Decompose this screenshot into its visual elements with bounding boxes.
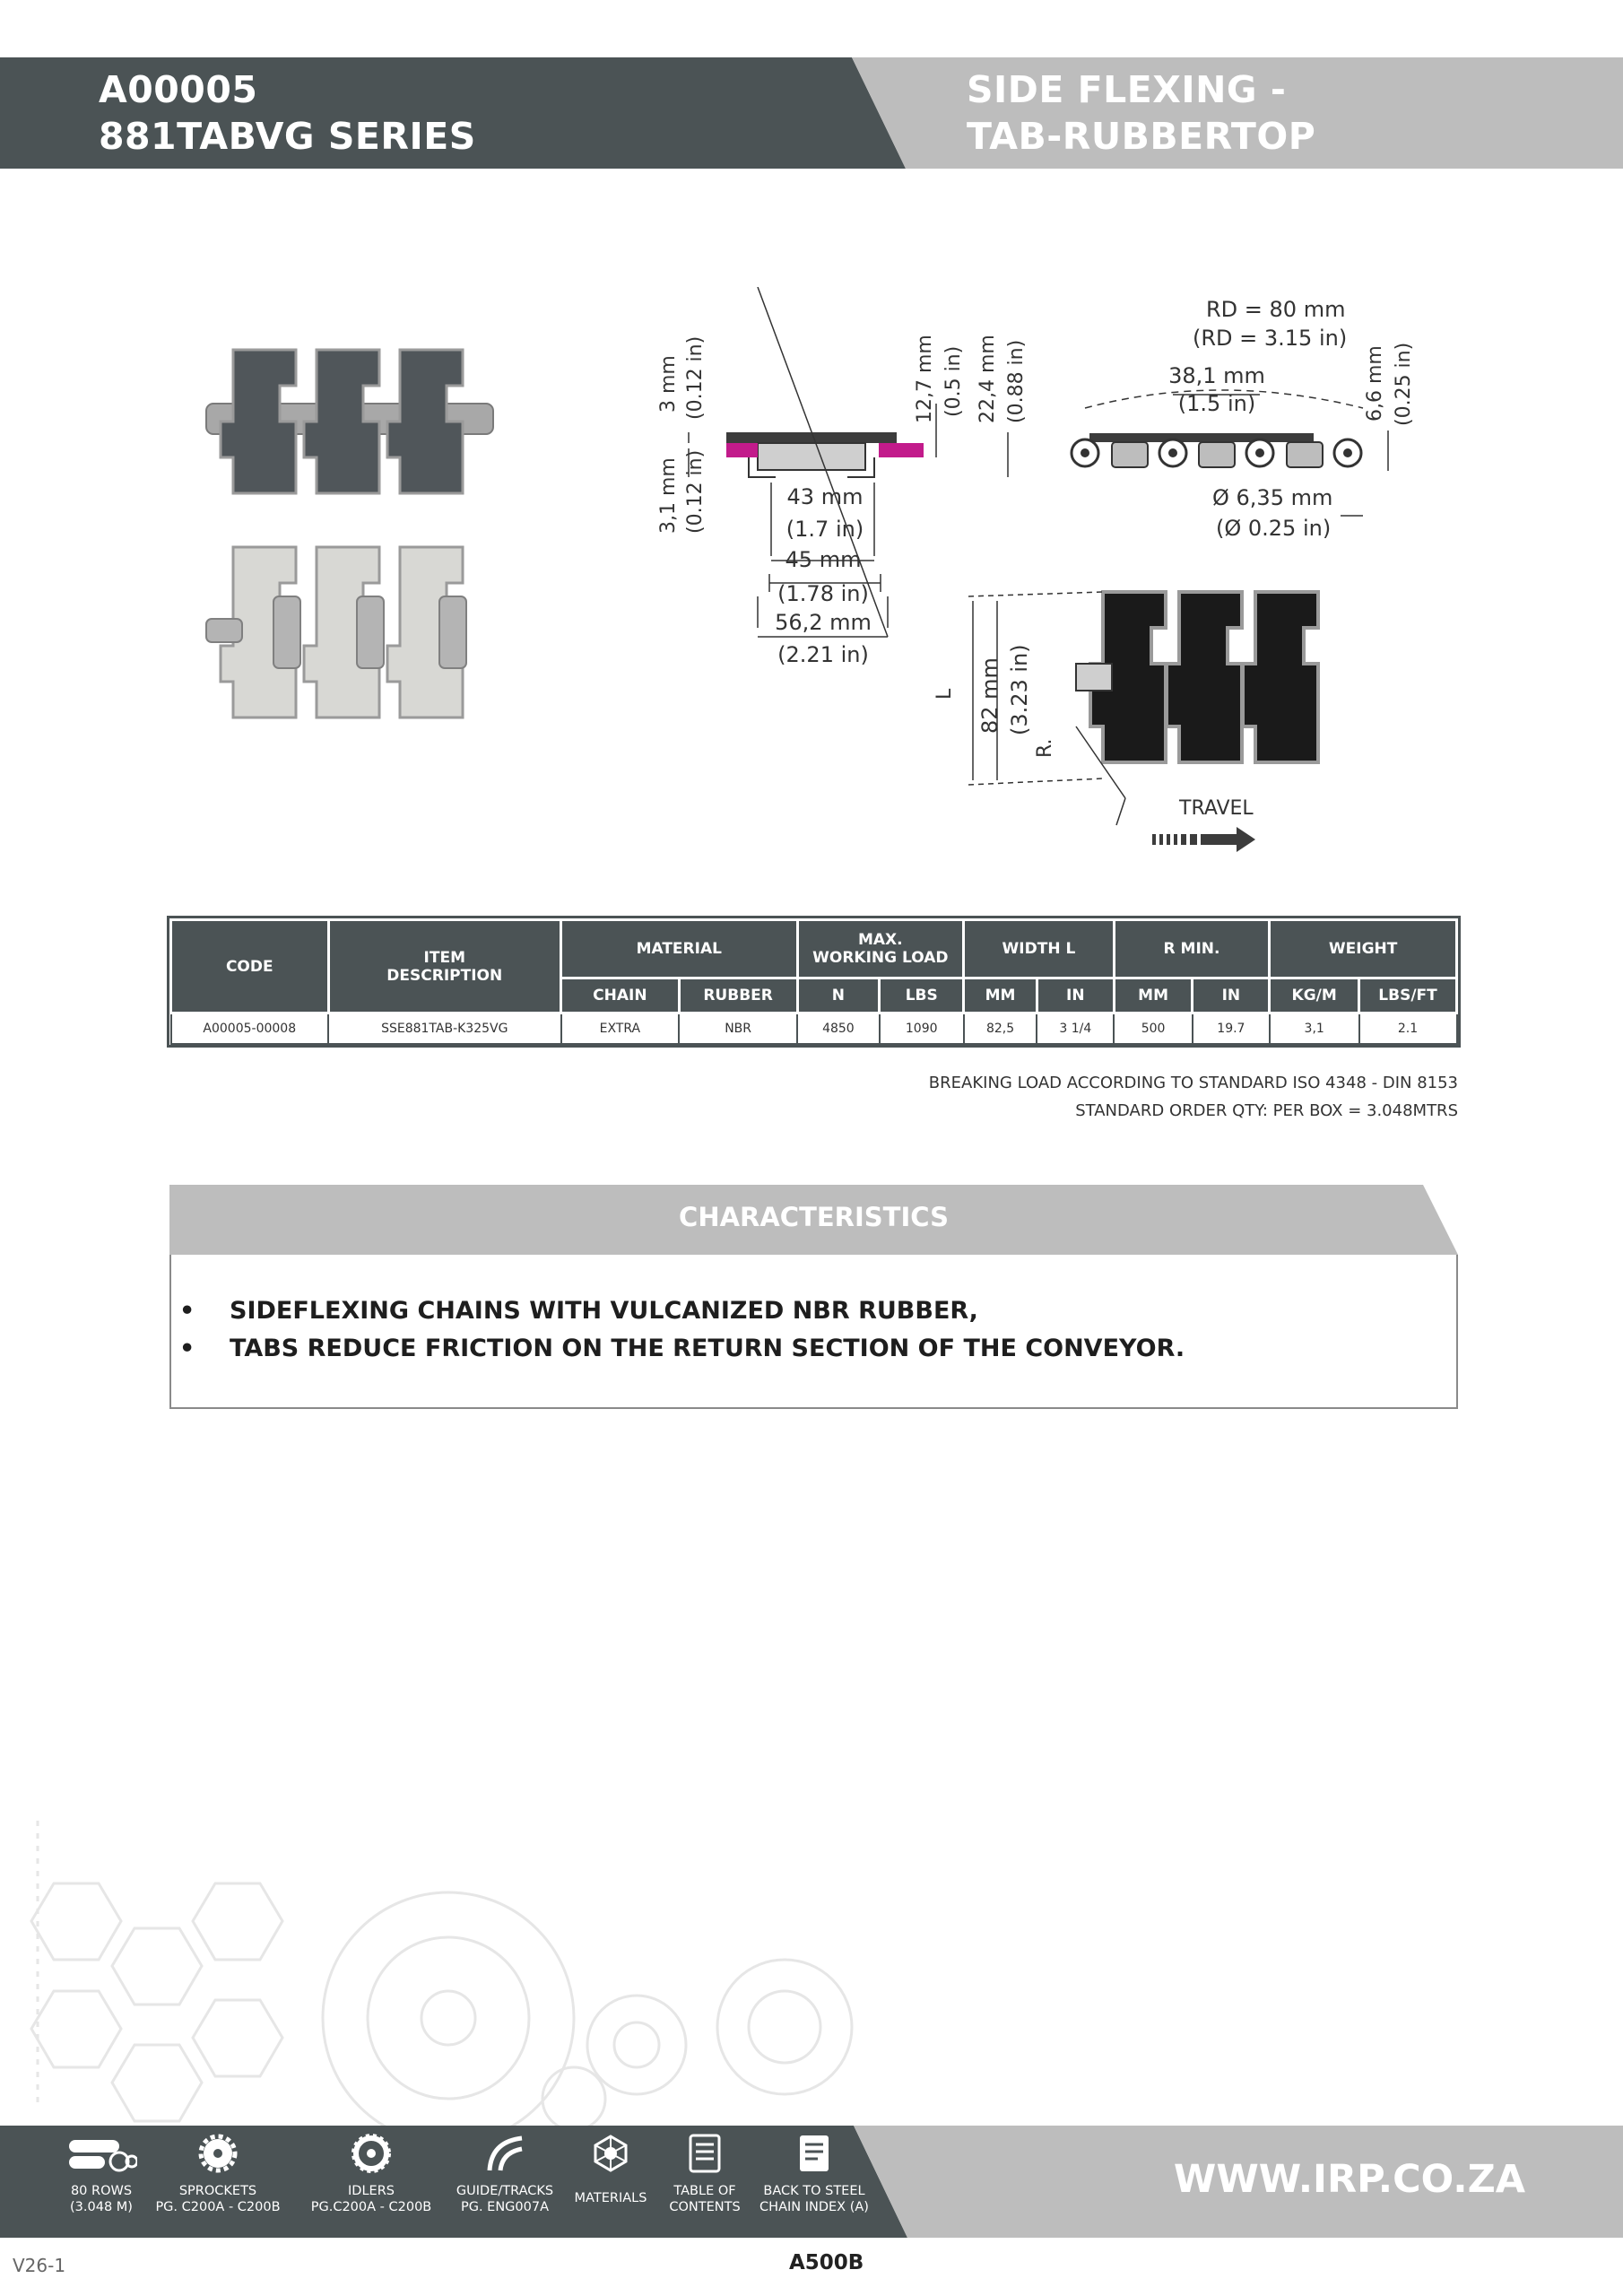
- dim-45mm: 45 mm: [785, 547, 862, 572]
- col-weight: WEIGHT: [1270, 920, 1457, 978]
- product-series: 881TABVG SERIES: [99, 115, 476, 158]
- dim-127mm-in: (0.5 in): [942, 345, 965, 417]
- chain-photo: [197, 341, 502, 735]
- cell-description: SSE881TAB-K325VG: [328, 1013, 560, 1045]
- bullet: •: [179, 1297, 195, 1325]
- cell-weight-lbsft: 2.1: [1359, 1013, 1457, 1045]
- col-material: MATERIAL: [561, 920, 798, 978]
- dim-43mm: 43 mm: [786, 484, 864, 509]
- dim-3mm-in: (0.12 in): [684, 335, 707, 420]
- pin-in: (Ø 0.25 in): [1216, 516, 1332, 541]
- cell-chain: EXTRA: [561, 1013, 680, 1045]
- cell-rmin-mm: 500: [1114, 1013, 1193, 1045]
- nav-label: 80 ROWS: [70, 2184, 133, 2198]
- height-mm: 6,6 mm: [1364, 345, 1386, 422]
- cell-rubber: NBR: [679, 1013, 797, 1045]
- bullet: •: [179, 1335, 195, 1362]
- product-code: A00005: [99, 68, 258, 111]
- nav-table-of-contents[interactable]: [655, 2133, 754, 2215]
- width-82mm-in: (3.23 in): [1007, 644, 1032, 735]
- nav-guide-tracks[interactable]: [438, 2133, 572, 2215]
- pitch-mm: 38,1 mm: [1168, 363, 1265, 388]
- cell-code: A00005-00008: [171, 1013, 329, 1045]
- dim-31mm-in: (0.12 in): [684, 449, 707, 534]
- gear-small-icon: [542, 1996, 686, 2130]
- characteristic-text: SIDEFLEXING CHAINS WITH VULCANIZED NBR RUBBER,: [230, 1297, 978, 1325]
- page-code: A500B: [789, 2251, 864, 2274]
- dim-31mm: 3,1 mm: [657, 457, 680, 534]
- list-item: [179, 1335, 1435, 1362]
- gear-medium-icon: [717, 1960, 852, 2094]
- characteristic-text: TABS REDUCE FRICTION ON THE RETURN SECTION OF THE CONVEYOR.: [230, 1335, 1185, 1362]
- idler-icon: [351, 2133, 392, 2174]
- col-n: N: [797, 978, 880, 1013]
- travel-arrow-icon: [1152, 827, 1255, 852]
- nav-label: GUIDE/TRACKS: [456, 2184, 554, 2198]
- cell-load-n: 4850: [797, 1013, 880, 1045]
- list-item: [179, 1297, 1435, 1335]
- category-line-2: TAB-RUBBERTOP: [967, 115, 1316, 158]
- table-header-row: [171, 920, 1457, 978]
- col-rmin: R MIN.: [1114, 920, 1270, 978]
- rd-in: (RD = 3.15 in): [1193, 326, 1348, 351]
- characteristics-list: [179, 1297, 1435, 1362]
- cell-weight-kgm: 3,1: [1270, 1013, 1359, 1045]
- dim-224mm-in: (0.88 in): [1005, 339, 1028, 423]
- nav-sublabel: CHAIN INDEX (A): [759, 2200, 869, 2214]
- height-in: (0.25 in): [1393, 342, 1415, 426]
- materials-icon: [590, 2133, 631, 2174]
- nav-label: TABLE OF: [673, 2184, 736, 2198]
- col-item-line-1: ITEM: [423, 948, 465, 967]
- product-code-title: [99, 66, 476, 160]
- col-width-in: IN: [1037, 978, 1114, 1013]
- col-kgm: KG/M: [1270, 978, 1359, 1013]
- dim-224mm: 22,4 mm: [976, 335, 999, 423]
- col-rmin-mm: MM: [1114, 978, 1193, 1013]
- col-load-line-1: MAX.: [857, 931, 903, 949]
- radius-label: R.: [1034, 738, 1056, 758]
- nav-80-rows[interactable]: [34, 2133, 169, 2215]
- nav-sprockets[interactable]: [151, 2133, 285, 2215]
- pin-mm: Ø 6,35 mm: [1212, 485, 1333, 510]
- pitch-in: (1.5 in): [1177, 391, 1256, 416]
- col-lbsft: LBS/FT: [1359, 978, 1457, 1013]
- chain-photo-top: [206, 350, 493, 493]
- document-icon: [687, 2133, 723, 2174]
- nav-sublabel: PG. C200A - C200B: [155, 2200, 281, 2214]
- col-rubber: RUBBER: [679, 978, 797, 1013]
- table-row: [171, 1013, 1457, 1045]
- gear-large-icon: [323, 1892, 574, 2144]
- nav-idlers[interactable]: [303, 2133, 439, 2215]
- width-l-label: L: [933, 688, 956, 700]
- nav-sublabel: PG. ENG007A: [460, 2200, 550, 2214]
- col-item-description: [328, 920, 560, 1013]
- website-link[interactable]: WWW.IRP.CO.ZA: [1173, 2157, 1526, 2202]
- rolls-icon: [65, 2133, 137, 2174]
- cell-width-mm: 82,5: [964, 1013, 1037, 1045]
- dim-43mm-in: (1.7 in): [785, 517, 864, 542]
- nav-sublabel: (3.048 M): [70, 2200, 133, 2214]
- side-profile: [657, 287, 1028, 667]
- col-item-line-2: DESCRIPTION: [386, 966, 503, 985]
- col-lbs: LBS: [880, 978, 964, 1013]
- version-label: V26-1: [13, 2255, 66, 2276]
- col-width: WIDTH L: [964, 920, 1115, 978]
- nav-label: MATERIALS: [574, 2191, 647, 2205]
- product-category: [967, 66, 1315, 160]
- width-82mm: 82 mm: [977, 657, 1002, 734]
- nav-materials[interactable]: [561, 2133, 660, 2206]
- nav-label: IDLERS: [348, 2184, 395, 2198]
- col-code: CODE: [171, 920, 329, 1013]
- col-width-mm: MM: [964, 978, 1037, 1013]
- rd-mm: RD = 80 mm: [1206, 297, 1346, 322]
- col-max-load: [797, 920, 964, 978]
- guide-icon: [484, 2133, 525, 2174]
- cell-load-lbs: 1090: [880, 1013, 964, 1045]
- cell-rmin-in: 19.7: [1193, 1013, 1270, 1045]
- chain-top-view: [933, 592, 1318, 852]
- dim-562mm: 56,2 mm: [775, 610, 872, 635]
- technical-drawing: [646, 287, 1453, 861]
- dim-127mm: 12,7 mm: [914, 335, 936, 423]
- travel-label: TRAVEL: [1179, 797, 1254, 820]
- nav-sublabel: CONTENTS: [669, 2200, 741, 2214]
- col-chain: CHAIN: [561, 978, 680, 1013]
- nav-sublabel: PG.C200A - C200B: [310, 2200, 432, 2214]
- sprocket-icon: [197, 2133, 239, 2174]
- order-qty-note: STANDARD ORDER QTY: PER BOX = 3.048MTRS: [1075, 1101, 1458, 1120]
- col-rmin-in: IN: [1193, 978, 1270, 1013]
- hexagon-pattern: [31, 1883, 282, 2121]
- dim-562mm-in: (2.21 in): [777, 642, 869, 667]
- category-line-1: SIDE FLEXING -: [967, 68, 1287, 111]
- col-load-line-2: WORKING LOAD: [812, 949, 949, 967]
- nav-back-to-index[interactable]: [751, 2133, 877, 2215]
- chain-photo-bottom: [206, 547, 466, 718]
- chain-side-view: [1072, 297, 1415, 541]
- breaking-load-note: BREAKING LOAD ACCORDING TO STANDARD ISO 4348 - DIN 8153: [928, 1074, 1458, 1092]
- spec-table: [169, 918, 1458, 1045]
- cell-width-in: 3 1/4: [1037, 1013, 1114, 1045]
- characteristics-title: CHARACTERISTICS: [679, 1202, 949, 1232]
- nav-label: SPROCKETS: [178, 2184, 257, 2198]
- nav-label: BACK TO STEEL: [763, 2184, 865, 2198]
- dim-3mm: 3 mm: [657, 355, 680, 413]
- dim-45mm-in: (1.78 in): [777, 581, 869, 606]
- document-icon: [796, 2133, 832, 2174]
